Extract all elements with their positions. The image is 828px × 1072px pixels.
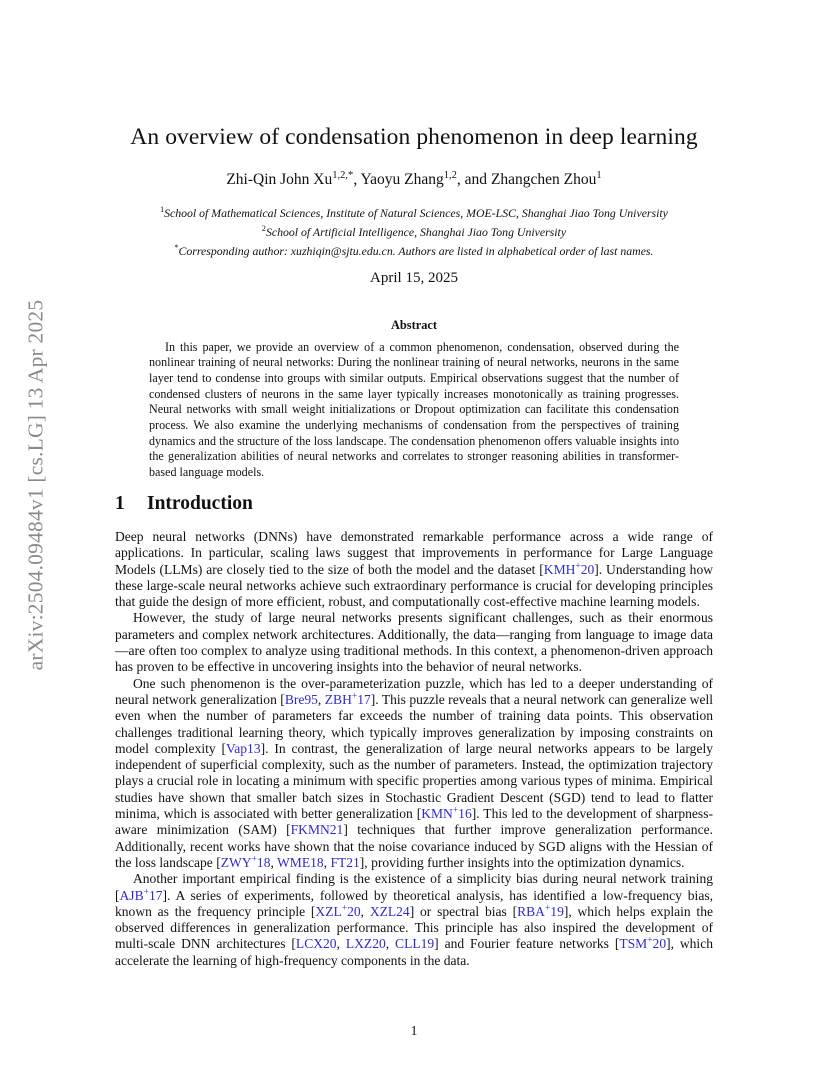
body-text-run: ]. Understanding how these large-scale neural networks achieve such extraordinary performance is crucial for developing principles that guide the design of more efficient, robust, and computationally cost-effective machine learning models. — [115, 561, 713, 610]
citation-key: XZL24 — [369, 903, 410, 919]
author-name: Yaoyu Zhang — [360, 171, 444, 189]
citation-link[interactable] — [315, 904, 360, 919]
author-affil-mark: 1,2 — [443, 170, 457, 181]
citation-plus: + — [143, 887, 149, 898]
citation-plus: + — [351, 691, 358, 702]
citation-year: 20 — [347, 903, 361, 919]
citation-link[interactable] — [285, 692, 318, 707]
body-text-run: ], which helps explain the observed differences in generalization performance. This principle has also inspired the development of multi-scale DNN architectures [ — [115, 903, 713, 952]
body-text-run: , — [360, 903, 370, 919]
citation-key: Bre95 — [284, 691, 318, 707]
author-name: Zhangchen Zhou — [490, 171, 597, 189]
citation-link[interactable] — [544, 562, 595, 577]
affiliation-text: School of Mathematical Sciences, Institute of Natural Sciences, MOE-LSC, Shanghai Jiao Tong University — [164, 205, 668, 220]
body-paragraph — [115, 676, 713, 872]
citation-key: LXZ20 — [345, 936, 386, 952]
body-paragraph — [115, 529, 713, 610]
body-text-run: , — [385, 936, 396, 952]
citation-plus: + — [544, 903, 551, 914]
body-text-run: ]. This puzzle reveals that a neural network can generalize well even when the number of parameters far exceeds the number of training data points. This observation challenges traditional learning theory, which typically improves generalization by imposing constraints on model complexity [ — [115, 691, 713, 756]
body-text-run: One such phenomenon is the over-parameterization puzzle, which has led to a deeper understanding of neural network generalization [ — [115, 675, 713, 707]
citation-link[interactable] — [291, 822, 344, 837]
author-affil-mark: 1,2,* — [332, 170, 354, 181]
citation-key: KMH — [543, 561, 576, 577]
citation-key: FKMN21 — [290, 822, 344, 838]
citation-link[interactable] — [226, 741, 261, 756]
affiliation-text: Corresponding author: xuzhiqin@sjtu.edu.cn. Authors are listed in alphabetical order of last names. — [178, 243, 654, 258]
affiliation-mark: 1 — [160, 205, 165, 214]
affiliation-mark: 2 — [261, 223, 266, 233]
body-text-run: , — [270, 854, 277, 870]
arxiv-sidebar — [14, 286, 58, 684]
affiliation-text: School of Artificial Intelligence, Shanghai Jiao Tong University — [265, 224, 567, 239]
citation-key: AJB — [119, 887, 144, 903]
citation-year: 16 — [458, 806, 472, 822]
citation-key: FT21 — [330, 854, 360, 870]
citation-key: WME18 — [277, 854, 324, 870]
author-affil-mark: 1 — [596, 170, 602, 181]
citation-key: ZWY — [220, 854, 252, 870]
body-text-run: Another important empirical finding is the existence of a simplicity bias during neural network training [ — [115, 871, 713, 903]
citation-year: 20 — [580, 561, 595, 577]
citation-link[interactable] — [370, 904, 410, 919]
citation-link[interactable] — [120, 888, 163, 903]
author-name: Zhi-Qin John Xu — [226, 171, 333, 189]
paper-date: April 15, 2025 — [370, 270, 458, 286]
body-text-run: , — [317, 691, 325, 707]
body-text — [115, 529, 713, 969]
citation-link[interactable] — [330, 855, 359, 870]
section-number: 1 — [115, 493, 125, 514]
author-list — [0, 170, 828, 189]
affiliation-mark: * — [174, 242, 179, 252]
affiliation-line — [0, 221, 828, 240]
citation-year: 17 — [357, 691, 371, 707]
citation-plus: + — [575, 561, 581, 572]
citation-key: CLL19 — [395, 936, 435, 952]
affiliations — [0, 202, 828, 259]
citation-link[interactable] — [421, 806, 472, 821]
paper-title: An overview of condensation phenomenon in deep learning — [130, 124, 698, 150]
citation-link[interactable] — [221, 855, 271, 870]
citation-plus: + — [341, 903, 348, 914]
body-text-run: ] and Fourier feature networks [ — [434, 936, 620, 952]
abstract-heading: Abstract — [390, 318, 438, 332]
citation-link[interactable] — [296, 936, 337, 951]
citation-link[interactable] — [395, 936, 434, 951]
citation-plus: + — [647, 935, 653, 946]
citation-year: 17 — [148, 887, 163, 903]
citation-key: TSM — [619, 936, 648, 952]
citation-plus: + — [452, 805, 459, 816]
body-text-run: ]. This led to the development of sharpness-aware minimization (SAM) [ — [115, 806, 713, 838]
citation-key: KMN — [421, 806, 453, 822]
citation-link[interactable] — [517, 904, 564, 919]
citation-link[interactable] — [619, 936, 666, 951]
citation-link[interactable] — [325, 692, 371, 707]
body-text-run: However, the study of large neural networks presents significant challenges, such as their enormous parameters and complex network architectures. Additionally, the data—ranging from language to image data—are often too complex to analyze using traditional methods. In this context, a phenomenon-driven approach has proven to be effective in uncovering insights into the behavior of neural networks. — [115, 610, 713, 675]
body-text-run: ] techniques that further improve generalization performance. Additionally, recent works have shown that the noise covariance induced by SGD aligns with the Hessian of the loss landscape [ — [115, 822, 713, 870]
body-text-run: ]. A series of experiments, followed by theoretical analysis, has identified a low-frequency bias, known as the frequency principle [ — [115, 887, 713, 919]
citation-key: XZL — [315, 903, 342, 919]
body-text-run: , — [336, 936, 346, 952]
abstract-text: In this paper, we provide an overview of a common phenomenon, condensation, observed during the nonlinear training of neural networks: During the nonlinear training of neural networks, neurons in the same layer tend to condense into groups with similar outputs. Empirical observations suggest that the number of condensed clusters of neurons in the same layer typically increases monotonically as training progresses. Neural networks with small weight initializations or Dropout optimization can facilitate this condensation process. We also examine the underlying mechanisms of condensation from the perspectives of training dynamics and the structure of the loss landscape. The condensation phenomenon offers valuable insights into the generalization abilities of neural networks and correlates to stronger reasoning abilities in transformer-based language models. — [149, 339, 679, 479]
author-separator: , and — [456, 171, 491, 189]
body-text-run: ], which accelerate the learning of high-frequency components in the data. — [115, 936, 713, 968]
page-number: 1 — [410, 1023, 418, 1038]
citation-link[interactable] — [277, 855, 324, 870]
abstract-block — [149, 318, 679, 481]
citation-plus: + — [251, 854, 257, 865]
author-separator: , — [353, 171, 361, 189]
affiliation-line — [0, 240, 828, 259]
citation-year: 20 — [652, 936, 667, 952]
citation-year: 19 — [550, 903, 564, 919]
section-title: Introduction — [147, 493, 253, 514]
section-heading — [115, 493, 253, 515]
arxiv-id: arXiv:2504.09484v1 [cs.LG] 13 Apr 2025 — [23, 299, 48, 671]
body-text-run: , — [323, 854, 331, 870]
body-paragraph — [115, 610, 713, 675]
citation-year: 18 — [256, 854, 271, 870]
citation-link[interactable] — [346, 936, 386, 951]
citation-key: Vap13 — [225, 740, 261, 756]
body-text-run: Deep neural networks (DNNs) have demonstrated remarkable performance across a wide range of applications. In particular, scaling laws suggest that improvements in performance for Large Language Models (LLMs) are closely tied to the size of both the model and the dataset [ — [115, 529, 713, 577]
body-paragraph — [115, 871, 713, 969]
body-text-run: ], providing further insights into the optimization dynamics. — [359, 854, 685, 870]
body-text-run: ]. In contrast, the generalization of large neural networks appears to be largely independent of superficial complexity, such as the number of parameters. Instead, the optimization trajectory plays a crucial role in locating a minimum with specific properties among various types of minima. Empirical studies have shown that smaller batch sizes in Stochastic Gradient Descent (SGD) tend to lead to flatter minima, which is associated with better generalization [ — [115, 740, 713, 822]
citation-key: LCX20 — [295, 936, 337, 952]
citation-key: ZBH — [324, 691, 352, 707]
affiliation-line — [0, 202, 828, 221]
body-text-run: ] or spectral bias [ — [409, 903, 518, 919]
citation-key: RBA — [517, 903, 545, 919]
